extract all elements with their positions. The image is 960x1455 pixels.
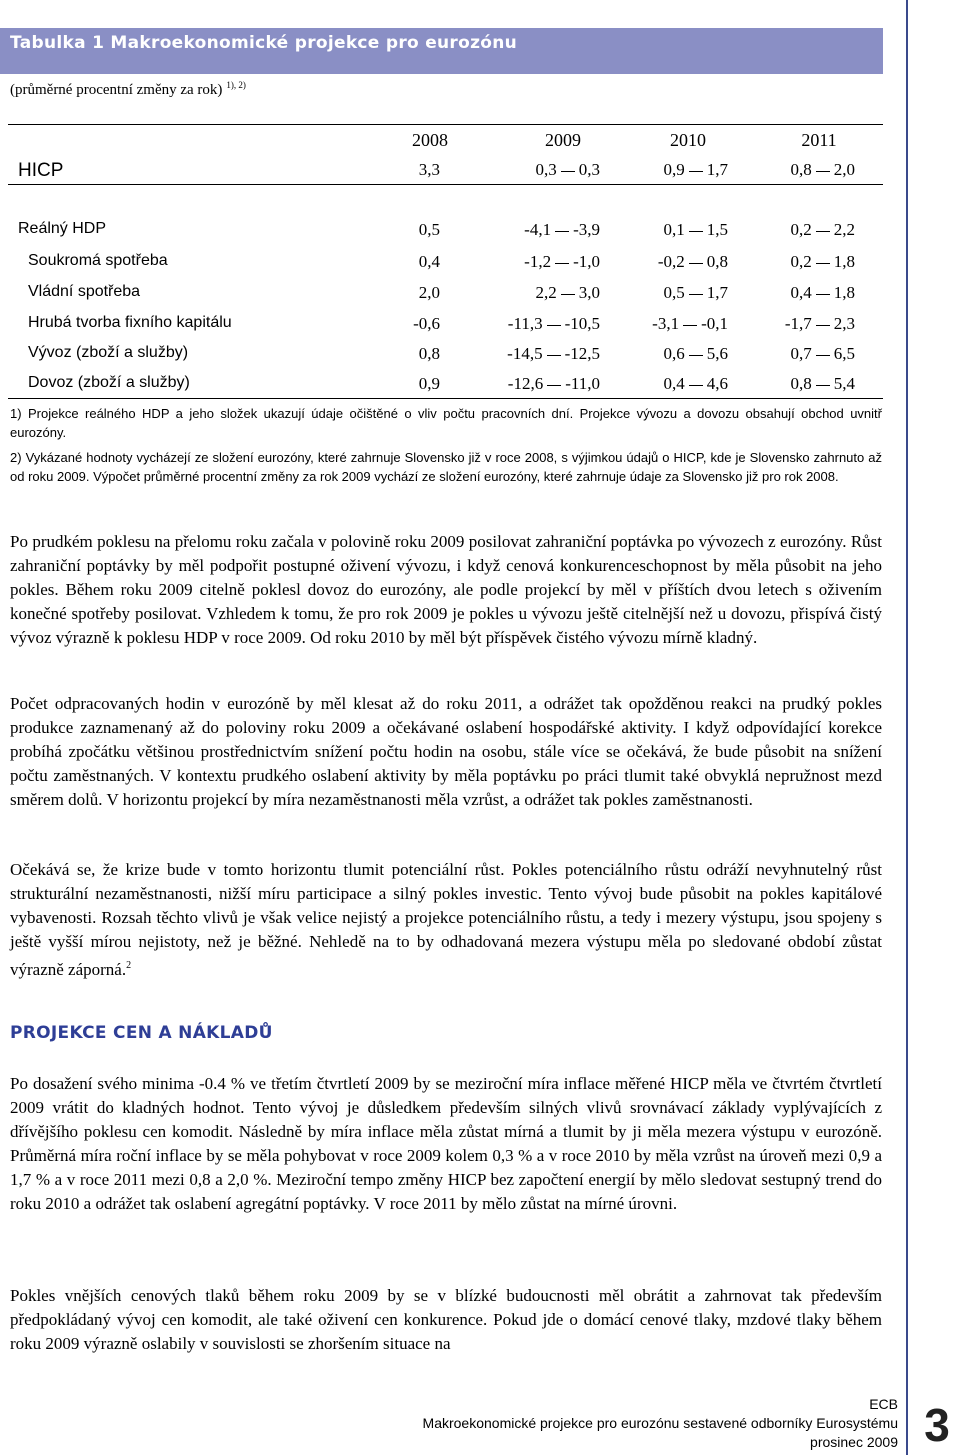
footer-title: Makroekonomické projekce pro eurozónu sestavené odborníky Eurosystému [422, 1415, 898, 1431]
value: 0,6 [663, 344, 685, 363]
value: 1,8 [833, 283, 855, 302]
value: 5,4 [833, 374, 855, 393]
row-label: HICP [18, 160, 64, 181]
value: 6,5 [833, 344, 855, 363]
value: 0,1 [663, 220, 685, 239]
year-header-2009: 2009 [545, 130, 581, 150]
value: -11,0 [565, 374, 600, 393]
value-cell [508, 374, 600, 394]
range-dash [683, 325, 697, 326]
value: -3,1 [652, 314, 680, 333]
value-cell [664, 220, 729, 240]
value: 2,0 [833, 160, 855, 179]
value: 0,4 [418, 252, 440, 271]
range-dash [547, 355, 561, 356]
row-label: Vývoz (zboží a služby) [28, 344, 189, 361]
range-dash [816, 171, 830, 172]
value-cell [413, 314, 440, 334]
value: 0,3 [535, 160, 557, 179]
table-title: Tabulka 1 Makroekonomické projekce pro eurozónu [10, 33, 518, 53]
value-cell [419, 160, 440, 180]
value: -1,0 [573, 252, 600, 271]
value-cell [536, 160, 601, 180]
paragraph-inflation: Po dosažení svého minima -0.4 % ve třetím čtvrtletí 2009 by se meziroční míra inflace měřené HICP měla ve čtvrtém čtvrtletí 2009 vrátit do kladných hodnot. Tento vývoj je důsledkem především silných vlivů srovnávací základy vyplývajících z dřívějšího poklesu cen komodit. Následně by míra inflace měla zůstat mírná a tlumit by ji měla mezera výstupu v eurozóně. Průměrná míra roční inflace by se měla pohybovat v roce 2009 kolem 0,3 % a v roce 2010 by měla vzrůst na úroveň mezi 0,9 a 1,7 % a v roce 2011 mezi 0,8 a 2,0 %. Meziroční tempo změny HICP bez započtení energií by mělo sledovat sestupný trend do roku 2010 a odrážet tak oslabení agregátní poptávky. V roce 2011 by mělo zůstat na mírné úrovni. [10, 1074, 882, 1213]
value-cell [419, 283, 440, 303]
range-dash [561, 171, 575, 172]
value: -12,5 [564, 344, 600, 363]
range-dash [689, 385, 703, 386]
value: 2,2 [833, 220, 855, 239]
value-cell [652, 314, 728, 334]
value: 1,7 [706, 160, 728, 179]
paragraph-exports: Po prudkém poklesu na přelomu roku začala v polovině roku 2009 posilovat zahraniční poptávka po vývozech z eurozóny. Růst zahraniční poptávky by měl podpořit postupné oživení vývozu, i když cenová konkurenceschopnost by měla působit na jeho pokles. Během roku 2009 citelně poklesl dovoz do eurozóny, ale podle projekcí by měl v příštích dvou letech s oživením konečné spotřeby posilovat. Vzhledem k tomu, že pro rok 2009 je pokles u vývozu ještě citelnější než u dovozu, přispívá čistý vývoz výrazně k poklesu HDP v roce 2009. Od roku 2010 by měl být příspěvek čistého vývozu mírně kladný. [10, 532, 882, 647]
year-header-2011: 2011 [801, 130, 837, 150]
footer-org: ECB [869, 1396, 898, 1412]
value: 0,4 [790, 283, 812, 302]
paragraph-hours-worked: Počet odpracovaných hodin v eurozóně by měl klesat až do roku 2011, a odrážet tak opožděnou reakci na prudký pokles produkce zaznamenaný až do poloviny roku 2009 a očekávané oslabení hospodářské aktivity. I když odpovídající korekce probíhá zpočátku většinou prostřednictvím snížení počtu hodin na osobu, stále více se očekává, že bude působit na snížení počtu zaměstnaných. V kontextu prudkého oslabení aktivity by měla poptávku po práci tlumit také obvyklá nepružnost mezd směrem dolů. V horizontu projekcí by míra nezaměstnanosti měla vzrůst, a odrážet tak pokles zaměstnanosti. [10, 694, 882, 809]
range-dash [561, 294, 575, 295]
table-subtitle-footnote-ref: 1), 2) [226, 80, 246, 90]
value: 0,8 [790, 160, 812, 179]
value: -0,6 [413, 314, 440, 333]
range-dash [689, 231, 703, 232]
range-dash [816, 263, 830, 264]
range-dash [689, 171, 703, 172]
value: -14,5 [507, 344, 543, 363]
value: 0,8 [418, 344, 440, 363]
value: 0,9 [663, 160, 685, 179]
hicp-row-rule [8, 184, 883, 185]
value: 3,3 [418, 160, 440, 179]
value: 0,5 [663, 283, 685, 302]
value: 0,3 [578, 160, 600, 179]
value: 0,4 [663, 374, 685, 393]
table-subtitle [10, 80, 246, 99]
value: 1,7 [706, 283, 728, 302]
table-note-1: 1) Projekce reálného HDP a jeho složek ukazují údaje očištěné o vliv počtu pracovních dní. Projekce vývozu a dovozu obsahují obchod uvnitř eurozóny. [10, 406, 882, 440]
value: 0,2 [790, 252, 812, 271]
row-label: Hrubá tvorba fixního kapitálu [28, 314, 232, 331]
value-cell [664, 344, 729, 364]
value: 2,2 [535, 283, 557, 302]
range-dash [689, 294, 703, 295]
row-label: Vládní spotřeba [28, 283, 141, 300]
row-label: Dovoz (zboží a služby) [28, 374, 190, 391]
value-cell [419, 344, 440, 364]
value-cell [664, 283, 729, 303]
value-cell [507, 344, 600, 364]
value-cell [791, 344, 856, 364]
range-dash [816, 355, 830, 356]
value: -1,2 [524, 252, 552, 271]
range-dash [816, 325, 830, 326]
value-cell [524, 220, 600, 240]
value-cell [524, 252, 600, 272]
value: 2,3 [833, 314, 855, 333]
table-subtitle-text: (průměrné procentní změny za rok) [10, 82, 223, 98]
value: -1,7 [784, 314, 812, 333]
year-header-2008: 2008 [412, 130, 448, 150]
range-dash [555, 263, 569, 264]
value: 3,0 [578, 283, 600, 302]
value-cell [791, 374, 856, 394]
section-heading-prices: PROJEKCE CEN A NÁKLADŮ [10, 1023, 273, 1043]
value: 2,0 [418, 283, 440, 302]
value-cell [791, 220, 856, 240]
value: -3,9 [573, 220, 600, 239]
row-label: Soukromá spotřeba [28, 252, 168, 269]
range-dash [547, 325, 561, 326]
range-dash [816, 385, 830, 386]
year-header-2010: 2010 [670, 130, 706, 150]
range-dash [555, 231, 569, 232]
value: 0,8 [706, 252, 728, 271]
value-cell [785, 314, 855, 334]
value: 0,2 [790, 220, 812, 239]
value: 1,5 [706, 220, 728, 239]
value: 5,6 [706, 344, 728, 363]
value-cell [658, 252, 728, 272]
value-cell [664, 374, 729, 394]
footnote-ref-2: 2 [126, 960, 132, 971]
value: 0,8 [790, 374, 812, 393]
value: -0,2 [657, 252, 685, 271]
table-bottom-rule [8, 398, 883, 399]
value-cell [791, 252, 856, 272]
page-number: 3 [924, 1399, 950, 1451]
row-label: Reálný HDP [18, 220, 107, 237]
value: 4,6 [706, 374, 728, 393]
value-cell [791, 160, 856, 180]
value: -10,5 [564, 314, 600, 333]
value: 0,7 [790, 344, 812, 363]
value-cell [664, 160, 729, 180]
range-dash [689, 263, 703, 264]
value: -0,1 [701, 314, 728, 333]
value-cell [419, 374, 440, 394]
value: -4,1 [524, 220, 552, 239]
value-cell [419, 252, 440, 272]
table-top-rule [8, 124, 883, 125]
paragraph-price-pressures: Pokles vnějších cenových tlaků během roku 2009 by se v blízké budoucnosti měl obrátit a zahrnovat tak především předpokládaný vývoj cen komodit, ale také oživení cen konkurence. Pokud jde o domácí cenové tlaky, mzdové tlaky během roku 2009 výrazně oslabily v souvislosti se zhoršením situace na [10, 1286, 882, 1353]
value-cell [536, 283, 601, 303]
footer-date: prosinec 2009 [810, 1434, 898, 1450]
range-dash [547, 385, 561, 386]
paragraph-potential-growth-text: Očekává se, že krize bude v tomto horizontu tlumit potenciální růst. Pokles potenciálního růstu odráží nevyhnutelný růst strukturální nezaměstnanosti, nižší míru participace a silný pokles investic. Tento vývoj bude působit na pokles kapitálové vybavenosti. Rozsah těchto vlivů je však velice nejistý a projekce potenciálního růstu, a tedy i mezery výstupu, jsou spojeny s ještě vyšší mírou nejistoty, než je běžné. Nehledě na to by odhadovaná mezera výstupu měla po sledované období zůstat výrazně záporná. [10, 860, 882, 979]
range-dash [816, 294, 830, 295]
value: -11,3 [507, 314, 543, 333]
value: -12,6 [507, 374, 544, 393]
paragraph-potential-growth [10, 858, 882, 982]
page-side-rule [906, 0, 908, 1455]
value: 0,9 [418, 374, 440, 393]
table-note-2: 2) Vykázané hodnoty vycházejí ze složení eurozóny, které zahrnuje Slovensko již v roce 2008, s výjimkou údajů o HICP, kde je Slovensko zahrnuto až od roku 2009. Výpočet průměrné procentní změny za rok 2009 vychází ze složení eurozóny, které zahrnuje údaje za Slovensko již pro rok 2008. [10, 450, 882, 484]
value: 0,5 [418, 220, 440, 239]
range-dash [816, 231, 830, 232]
value-cell [419, 220, 440, 240]
value: 1,8 [833, 252, 855, 271]
value-cell [791, 283, 856, 303]
value-cell [508, 314, 600, 334]
range-dash [689, 355, 703, 356]
